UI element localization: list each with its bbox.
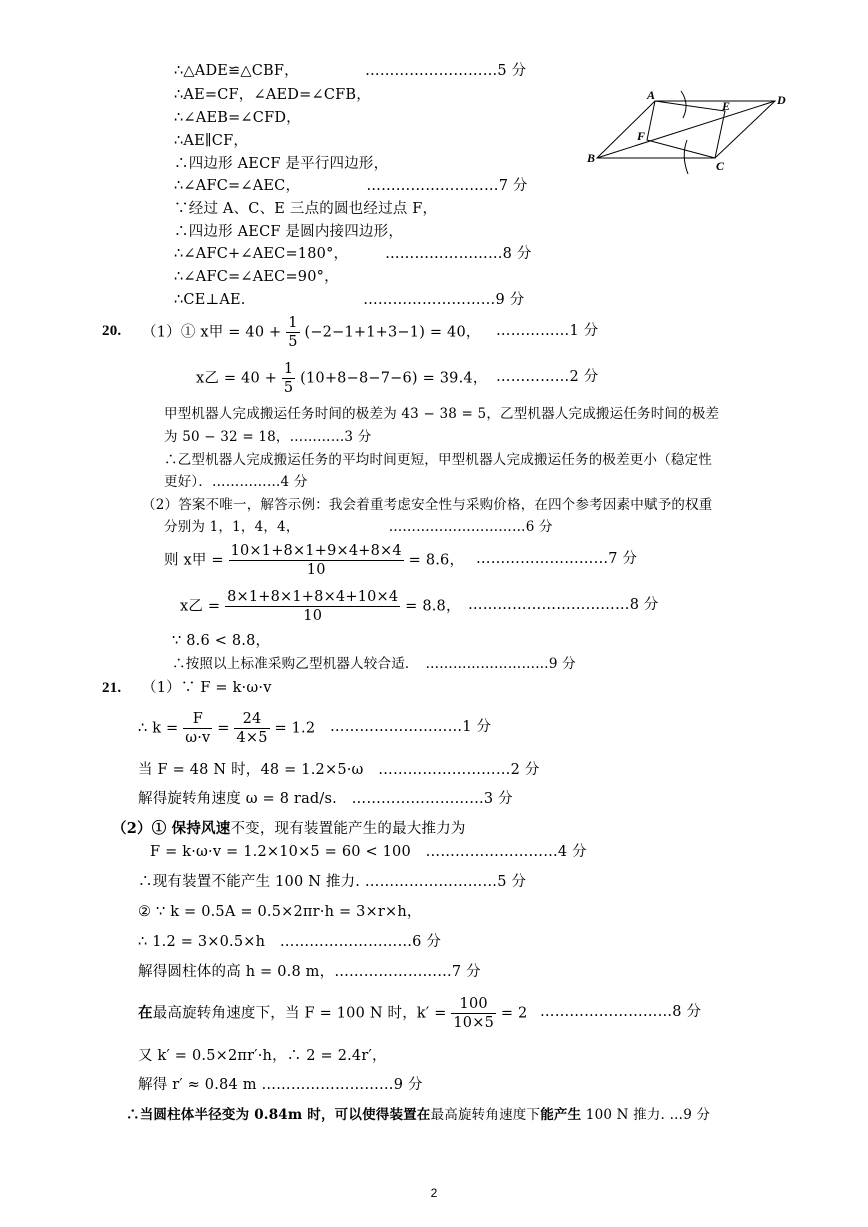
p20-eq-3-rest: = 8.6， <box>408 552 465 569</box>
p20-eq-1 <box>142 314 481 351</box>
problem-21-number: 21. <box>102 680 122 696</box>
p21-text-10: 又 k′ = 0.5×2πr′·h，∴ 2 = 2.4r′， <box>138 1048 387 1064</box>
p20-text-3: ∴乙型机器人完成搬运任务的平均时间更短，甲型机器人完成搬运任务的极差更小（稳定性 <box>164 452 712 468</box>
p21-text-3: 解得旋转角速度 ω = 8 rad/s. ………………………3 分 <box>138 791 513 807</box>
p20-eq-4 <box>180 588 461 625</box>
p21-conclusion-a: ∴当圆柱体半径变为 0.84m 时，可以使得装置在 <box>126 1107 431 1123</box>
p20-eq-2-fraction: $\frac{1}{5}$ <box>283 361 294 396</box>
p21-eq-2-lead: 在 <box>138 1004 153 1022</box>
p19-line-3: ∴∠AEB=∠CFD， <box>174 110 301 126</box>
p20-text-2: 为 50 − 32 = 18，…………3 分 <box>164 429 372 445</box>
p19-line-4: ∴AE∥CF， <box>174 133 249 149</box>
p20-eq-1-rest: (−2−1+1+3−1) = 40， <box>304 324 481 341</box>
p20-text-1: 甲型机器人完成搬运任务时间的极差为 43 − 38 = 5，乙型机器人完成搬运任务时间的极差 <box>164 406 720 422</box>
p21-eq-1-fraction-a: $\frac{F}{\omega\cdot v}$ <box>185 711 211 746</box>
parallelogram-figure <box>585 88 805 178</box>
p21-text-4-bold: （2）① 保持风速 <box>112 820 231 837</box>
p19-line-7: ∵经过 A、C、E 三点的圆也经过点 F， <box>174 201 438 217</box>
problem-20-number: 20. <box>102 323 122 339</box>
p20-eq-3 <box>164 542 464 579</box>
p21-eq-1-rest: = 1.2 <box>274 720 316 737</box>
p21-eq-1-fraction-b: $\frac{24}{4\times 5}$ <box>236 711 268 746</box>
p21-conclusion <box>126 1106 710 1124</box>
p20-eq-1-lhs: x甲 = 40 + <box>200 324 282 341</box>
label-b: B <box>587 151 596 165</box>
p21-text-1: （1）∵ F = k·ω·v <box>142 680 272 696</box>
p19-line-5: ∴四边形 AECF 是平行四边形， <box>174 156 389 172</box>
p20-eq-2 <box>196 360 488 397</box>
p21-text-5: F = k·ω·v = 1.2×10×5 = 60 < 100 ………………………4 分 <box>150 844 587 860</box>
p21-eq-2 <box>138 995 527 1032</box>
p19-line-9: ∴∠AFC+∠AEC=180°， ……………………8 分 <box>174 246 532 262</box>
p20-eq-3-fraction: $\frac{10\times 1+8\times 1+9\times 4+8\times 4}{10}$ <box>230 543 402 578</box>
p21-eq-1-eq: = <box>217 720 230 737</box>
p21-conclusion-b: 最高旋转角速度下 <box>430 1107 541 1123</box>
p20-eq-3-score: ………………………7 分 <box>476 551 638 567</box>
p21-text-2: 当 F = 48 N 时，48 = 1.2×5·ω ………………………2 分 <box>138 762 540 778</box>
p21-conclusion-c: 能产生 <box>540 1107 582 1123</box>
p19-line-6: ∴∠AFC=∠AEC， ………………………7 分 <box>174 178 528 194</box>
p21-eq-1-lhs: ∴ k = <box>138 720 179 737</box>
p21-text-11: 解得 r′ ≈ 0.84 m ………………………9 分 <box>138 1077 423 1093</box>
p20-eq-4-rest: = 8.8， <box>405 598 461 615</box>
label-a: A <box>647 88 656 102</box>
page-number: 2 <box>430 1186 438 1200</box>
p21-conclusion-d: 100 N 推力. …9 分 <box>581 1107 711 1123</box>
p20-text-8: ∴按照以上标准采购乙型机器人较合适． ………………………9 分 <box>172 656 576 672</box>
arc-bottom <box>684 140 688 174</box>
p20-text-6: 分别为 1，1，4，4， …………………………6 分 <box>164 519 553 535</box>
p20-eq-4-score: ……………………………8 分 <box>468 597 659 613</box>
label-d: D <box>777 93 786 107</box>
p20-eq-3-lhs: 则 x甲 = <box>164 552 224 569</box>
label-f: F <box>637 129 646 143</box>
label-c: C <box>716 159 725 173</box>
p19-line-8: ∴四边形 AECF 是圆内接四边形， <box>174 224 404 240</box>
label-e: E <box>722 99 731 113</box>
p21-text-8: ∴ 1.2 = 3×0.5×h ………………………6 分 <box>138 934 442 950</box>
p21-text-4-rest: 不变，现有装置能产生的最大推力为 <box>230 821 466 837</box>
p20-eq-1-score: ……………1 分 <box>496 323 599 339</box>
p20-text-7: ∵ 8.6 < 8.8， <box>172 633 271 649</box>
p20-text-5: （2）答案不唯一，解答示例：我会着重考虑安全性与采购价格，在四个参考因素中赋予的权重 <box>142 497 713 513</box>
p20-eq-2-rest: (10+8−8−7−6) = 39.4， <box>300 370 488 387</box>
p21-text-9: 解得圆柱体的高 h = 0.8 m，……………………7 分 <box>138 964 481 980</box>
p20-eq-1-fraction: $\frac{1}{5}$ <box>288 315 298 350</box>
p21-eq-1 <box>138 710 315 747</box>
p20-eq-4-lhs: x乙 = <box>180 598 221 615</box>
p19-line-1: ∴△ADE≌△CBF， ………………………5 分 <box>174 63 527 79</box>
p19-line-2: ∴AE=CF，∠AED=∠CFB， <box>174 87 371 103</box>
p21-text-6: ∴现有装置不能产生 100 N 推力. ………………………5 分 <box>138 874 527 890</box>
p21-text-4 <box>112 820 466 838</box>
p20-text-4: 更好）．……………4 分 <box>164 474 308 490</box>
p20-eq-1-lead: （1）① <box>142 324 196 341</box>
p20-eq-2-score: ……………2 分 <box>496 369 599 385</box>
p20-eq-2-lhs: x乙 = 40 + <box>196 370 278 387</box>
p21-eq-2-lhs: 最高旋转角速度下，当 F = 100 N 时，k′ = <box>152 1005 447 1022</box>
p21-eq-2-rest: = 2 <box>500 1005 528 1022</box>
p21-eq-2-score: ………………………8 分 <box>540 1004 702 1020</box>
p21-text-7: ② ∵ k = 0.5A = 0.5×2πr·h = 3×r×h， <box>138 904 422 920</box>
p21-eq-1-score: ………………………1 分 <box>330 719 492 735</box>
p20-eq-4-fraction: $\frac{8\times 1+8\times 1+8\times 4+10\times 4}{10}$ <box>227 589 399 624</box>
p19-line-11: ∴CE⊥AE. ………………………9 分 <box>174 292 525 308</box>
p21-eq-2-fraction: $\frac{100}{10\times 5}$ <box>453 996 495 1031</box>
p19-line-10: ∴∠AFC=∠AEC=90°， <box>174 269 339 285</box>
